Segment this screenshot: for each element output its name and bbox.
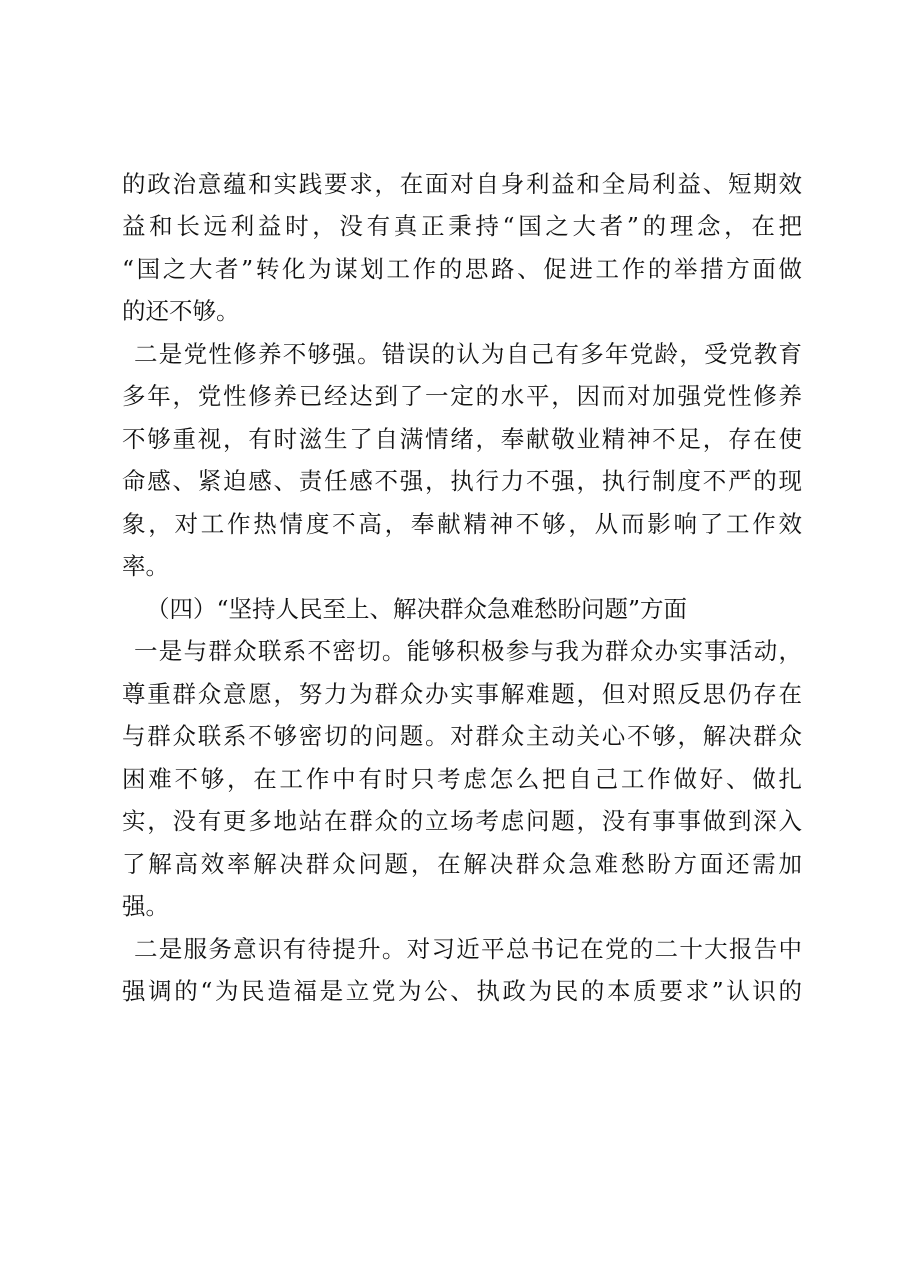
paragraph-line: 二是服务意识有待提升。对习近平总书记在党的二十大报告中 (134, 935, 802, 963)
paragraph-line: “国之大者”转化为谋划工作的思路、促进工作的举措方面做 (122, 255, 802, 283)
paragraph-line: 不够重视，有时滋生了自满情绪，奉献敬业精神不足，存在使 (122, 425, 802, 453)
paragraph-line: 与群众联系不够密切的问题。对群众主动关心不够，解决群众 (122, 722, 802, 750)
paragraph-line: 了解高效率解决群众问题，在解决群众急难愁盼方面还需加 (122, 850, 802, 878)
paragraph-line: 强调的“为民造福是立党为公、执政为民的本质要求”认识的 (122, 977, 802, 1005)
paragraph-line: 二是党性修养不够强。错误的认为自己有多年党龄，受党教育 (134, 340, 802, 368)
paragraph-line: 多年，党性修养已经达到了一定的水平，因而对加强党性修养 (122, 382, 802, 410)
paragraph-line: 一是与群众联系不密切。能够积极参与我为群众办实事活动， (134, 637, 802, 665)
paragraph-line: 强。 (122, 892, 169, 920)
section-heading: （四）“坚持人民至上、解决群众急难愁盼问题”方面 (146, 595, 688, 623)
paragraph-line: 困难不够，在工作中有时只考虑怎么把自己工作做好、做扎 (122, 765, 802, 793)
paragraph-line: 实，没有更多地站在群众的立场考虑问题，没有事事做到深入 (122, 807, 802, 835)
paragraph-line: 命感、紧迫感、责任感不强，执行力不强，执行制度不严的现 (122, 467, 802, 495)
paragraph-line: 尊重群众意愿，努力为群众办实事解难题，但对照反思仍存在 (122, 680, 802, 708)
paragraph-line: 象，对工作热情度不高，奉献精神不够，从而影响了工作效 (122, 510, 802, 538)
paragraph-line: 益和长远利益时，没有真正秉持“国之大者”的理念，在把 (122, 212, 802, 240)
paragraph-line: 率。 (122, 552, 169, 580)
paragraph-line: 的政治意蕴和实践要求，在面对自身利益和全局利益、短期效 (122, 170, 802, 198)
paragraph-line: 的还不够。 (122, 297, 240, 325)
